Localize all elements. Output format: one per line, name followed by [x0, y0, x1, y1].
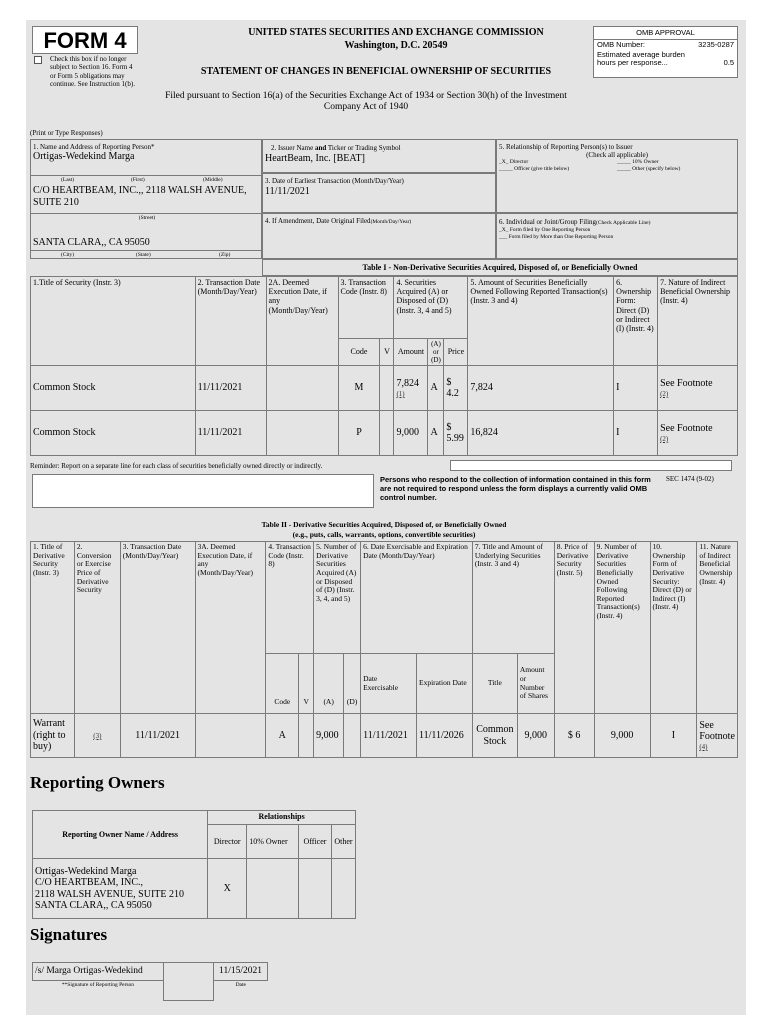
issuer-label-pre: 2. Issuer Name: [271, 144, 315, 152]
t1-r1-price: 5.99: [446, 433, 464, 445]
t1-h-nature: 7. Nature of Indirect Beneficial Ownership (Instr. 4): [658, 277, 738, 366]
signature-date-label: Date: [235, 982, 246, 988]
table2: [30, 541, 738, 758]
t2-r0-form: I: [650, 714, 697, 758]
t1-r0-price-cell: [444, 366, 468, 411]
reporting-person-label-text: 1. Name and Address of Reporting Person: [33, 143, 152, 151]
t2-h-exp-sub: Expiration Date: [416, 654, 472, 714]
amendment-label: [263, 214, 495, 225]
t2-h-amount-sub: Amount or Number of Shares: [517, 654, 554, 714]
check-box-text: Check this box if no longer subject to Section 16. Form 4 or Form 5 obligations may continue. See Instruction 1(b).: [50, 55, 135, 89]
t2-h-code: 4. Transaction Code (Instr. 8): [266, 542, 314, 654]
t1-r0-nature: See Footnote: [660, 378, 713, 390]
ro-h-name: Reporting Owner Name / Address: [33, 811, 208, 859]
t1-r0-amount-footnote[interactable]: (1): [396, 389, 405, 398]
issuer-label: [263, 140, 495, 152]
reporting-person-name: Ortigas-Wedekind Marga: [33, 151, 135, 163]
t2-h-title-sub: Title: [472, 654, 517, 714]
t1-h-owned: 5. Amount of Securities Beneficially Owned Following Reported Transaction(s) (Instr. 3 and 4): [468, 277, 614, 366]
t1-r0-v: [380, 366, 394, 411]
t1-h-date: 2. Transaction Date (Month/Day/Year): [195, 277, 266, 366]
t2-r0-deemed: [195, 714, 266, 758]
t2-r0-nature-footnote[interactable]: (4): [699, 742, 708, 751]
hours-label: hours per response...: [597, 58, 668, 68]
ro-h-relationships: Relationships: [208, 811, 356, 825]
t2-h-a-sub: (A): [314, 654, 344, 714]
relationship-box: [496, 139, 738, 213]
statement-title: STATEMENT OF CHANGES IN BENEFICIAL OWNERSHIP OF SECURITIES: [200, 66, 552, 77]
t2-r0-expiration: 11/11/2026: [416, 714, 472, 758]
t2-h-conversion: 2. Conversion or Exercise Price of Derivative Security: [74, 542, 120, 714]
table-row: [31, 411, 738, 456]
t1-h-aord-sub: (A) or (D): [428, 339, 444, 366]
reminder-text: Reminder: Report on a separate line for each class of securities beneficially owned directly or indirectly.: [30, 462, 323, 470]
t1-h-deemed: 2A. Deemed Execution Date, if any (Month/Day/Year): [266, 277, 338, 366]
t1-r0-price: 4.2: [446, 388, 459, 400]
t1-r0-price-sym: $: [446, 376, 452, 388]
t2-r0-code: A: [266, 714, 299, 758]
t2-r0-d: [344, 714, 361, 758]
filed-pursuant: Filed pursuant to Section 16(a) of the Securities Exchange Act of 1934 or Section 30(h) of the Investment Company Act of 1940: [165, 91, 567, 112]
persons-text: Persons who respond to the collection of information contained in this form are not required to respond unless the form displays a currently valid OMB control number.: [380, 475, 651, 502]
t1-r1-title: Common Stock: [31, 411, 196, 456]
omb-number-label: OMB Number:: [597, 40, 645, 49]
signature-value: /s/ Marga Ortigas-Wedekind: [33, 963, 164, 981]
ro-owner-line-3: 2118 WALSH AVENUE, SUITE 210: [35, 888, 184, 900]
t1-r0-date: 11/11/2021: [195, 366, 266, 411]
ro-h-ten-pct: 10% Owner: [247, 825, 299, 859]
amendment-label-small: (Month/Day/Year): [370, 219, 412, 225]
reminder-right-box: [450, 460, 732, 471]
zip-label: (Zip): [219, 252, 231, 258]
middle-label: (Middle): [203, 177, 223, 183]
reporting-person-city: SANTA CLARA,, CA 95050: [33, 237, 150, 248]
t2-h-underlying: 7. Title and Amount of Underlying Securities (Instr. 3 and 4): [472, 542, 554, 654]
signature-date: 11/15/2021: [214, 963, 268, 981]
relationship-ten-pct: _____ 10% Owner: [617, 159, 659, 166]
t1-r0-nature-cell: [658, 366, 738, 411]
table-row: [31, 714, 738, 758]
t2-r0-owned: 9,000: [594, 714, 650, 758]
t2-h-v-sub: V: [299, 654, 314, 714]
t2-r0-v: [299, 714, 314, 758]
t1-h-amount-sub: Amount: [394, 339, 428, 366]
t2-h-number: 5. Number of Derivative Securities Acquired (A) or Disposed of (D) (Instr. 3, 4, and 5): [314, 542, 361, 654]
t2-h-date-ex-sub: Date Exercisable: [361, 654, 417, 714]
t2-r0-conversion-footnote[interactable]: (3): [93, 731, 102, 740]
city-label: (City): [61, 252, 75, 258]
signature-label-cell: [33, 981, 164, 1001]
issuer-label-post: Ticker or Trading Symbol: [326, 144, 401, 152]
table1-title: Table I - Non-Derivative Securities Acquired, Disposed of, or Beneficially Owned: [262, 259, 738, 276]
earliest-transaction-date: 11/11/2021: [265, 186, 310, 198]
ro-owner-line-1: Ortigas-Wedekind Marga: [35, 865, 137, 877]
t1-r1-v: [380, 411, 394, 456]
t2-h-code-sub: Code: [266, 654, 299, 714]
t1-r1-nature: See Footnote: [660, 423, 713, 435]
t1-r1-amount-cell: [394, 411, 428, 456]
filing-one-person: _X_ Form filed by One Reporting Person: [499, 227, 591, 234]
table1: [30, 276, 738, 456]
relationship-check-all: (Check all applicable): [586, 151, 648, 160]
name-parts-labels: [31, 175, 263, 183]
t2-r0-nature-cell: [697, 714, 738, 758]
reporting-owners-heading: Reporting Owners: [30, 773, 165, 792]
t2-r0-under-amount: 9,000: [517, 714, 554, 758]
issuer-box: [262, 139, 496, 173]
t1-h-code: 3. Transaction Code (Instr. 8): [338, 277, 394, 339]
t1-r1-form: I: [614, 411, 658, 456]
no-longer-subject-checkbox[interactable]: [34, 56, 42, 64]
t1-r1-nature-cell: [658, 411, 738, 456]
street-label: (Street): [31, 213, 263, 221]
earliest-transaction-box: [262, 173, 496, 213]
t1-r1-price-sym: $: [446, 421, 452, 433]
ro-owner-line-4: SANTA CLARA,, CA 95050: [35, 900, 152, 911]
reminder-left-box: [32, 474, 374, 508]
t1-h-code-sub: Code: [338, 339, 380, 366]
t2-r0-under-title: Common Stock: [472, 714, 517, 758]
t2-h-price: 8. Price of Derivative Security (Instr. 5): [554, 542, 594, 714]
ro-owner-line-2: C/O HEARTBEAM, INC.,: [35, 877, 144, 888]
filing-more-person: ___ Form filed by More than One Reporting Person: [499, 233, 614, 240]
t1-r1-deemed: [266, 411, 338, 456]
table2-header-row: [31, 542, 738, 654]
relationship-label: 5. Relationship of Reporting Person(s) to Issuer: [499, 143, 633, 151]
table2-subtitle: (e.g., puts, calls, warrants, options, convertible securities): [292, 530, 476, 539]
relationship-options: [497, 159, 737, 177]
city-labels: [31, 250, 263, 260]
state-label: (State): [136, 252, 151, 258]
t2-r0-conversion-cell: [74, 714, 120, 758]
t1-h-form: 6. Ownership Form: Direct (D) or Indirect (I) (Instr. 4): [614, 277, 658, 366]
t1-r1-aord: A: [428, 411, 444, 456]
table1-header-row: [31, 277, 738, 339]
t2-h-date: 3. Transaction Date (Month/Day/Year): [120, 542, 195, 714]
sec-form-number: SEC 1474 (9-02): [666, 475, 714, 483]
ro-h-officer: Officer: [299, 825, 332, 859]
amendment-box: [262, 213, 496, 259]
t2-h-deemed: 3A. Deemed Execution Date, if any (Month/Day/Year): [195, 542, 266, 714]
signature-label: Signature of Reporting Person: [67, 982, 135, 988]
t1-r0-nature-footnote[interactable]: (2): [660, 389, 669, 398]
t1-r0-amount: 7,824: [396, 378, 419, 390]
agency-location: Washington, D.C. 20549: [344, 40, 448, 51]
signature-label-row: [33, 981, 268, 1001]
agency-name: UNITED STATES SECURITIES AND EXCHANGE COMMISSION: [248, 27, 544, 38]
t2-r0-date: 11/11/2021: [120, 714, 195, 758]
table-row: [33, 859, 356, 919]
t2-h-nature: 11. Nature of Indirect Beneficial Ownership (Instr. 4): [697, 542, 738, 714]
t2-r0-price: $ 6: [554, 714, 594, 758]
t1-h-title: 1.Title of Security (Instr. 3): [31, 277, 196, 366]
issuer-value: HeartBeam, Inc. [BEAT]: [265, 153, 365, 165]
filing-label: [497, 214, 737, 226]
relationship-officer: _____ Officer (give title below): [499, 166, 570, 173]
t2-h-owned: 9. Number of Derivative Securities Beneficially Owned Following Reported Transaction(s) (Instr. 4): [594, 542, 650, 714]
ro-officer-mark: [299, 859, 332, 919]
last-label: (Last): [61, 177, 75, 183]
t2-r0-a: 9,000: [314, 714, 344, 758]
relationship-director: _X_ Director: [499, 159, 529, 166]
omb-number: 3235-0287: [698, 40, 734, 49]
t1-h-acquired: 4. Securities Acquired (A) or Disposed of (D) (Instr. 3, 4 and 5): [394, 277, 468, 339]
t1-r1-owned: 16,824: [468, 411, 614, 456]
table-row: [31, 366, 738, 411]
signature-row: [33, 963, 268, 981]
ro-ten-pct-mark: [247, 859, 299, 919]
t2-h-title: 1. Title of Derivative Security (Instr. 3): [31, 542, 75, 714]
ro-director-mark: X: [208, 859, 247, 919]
print-type: (Print or Type Responses): [30, 129, 103, 137]
form-title: FORM 4: [43, 28, 127, 53]
omb-title: OMB APPROVAL: [594, 27, 737, 40]
hours-value: 0.5: [723, 58, 734, 68]
omb-approval-box: [593, 26, 738, 78]
hours-row: [594, 59, 737, 68]
reporting-person-street: C/O HEARTBEAM, INC.,, 2118 WALSH AVENUE, SUITE 210: [33, 185, 247, 208]
form-page: [26, 20, 746, 1015]
t2-h-d-sub: (D): [344, 654, 361, 714]
relationship-other: _____ Other (specify below): [617, 166, 681, 173]
t2-r0-nature: See Footnote: [699, 719, 735, 743]
t2-r0-title: Warrant (right to buy): [31, 714, 75, 758]
burden-label: Estimated average burden: [597, 49, 685, 59]
t1-r0-title: Common Stock: [31, 366, 196, 411]
form-title-box: [32, 26, 138, 54]
t2-h-exercisable: 6. Date Exercisable and Expiration Date (Month/Day/Year): [361, 542, 473, 654]
earliest-transaction-label: 3. Date of Earliest Transaction (Month/Day/Year): [265, 177, 404, 185]
signatures-table: [32, 962, 268, 1001]
t1-r1-date: 11/11/2021: [195, 411, 266, 456]
signature-label-mark: **: [61, 982, 68, 988]
ro-h-director: Director: [208, 825, 247, 859]
filing-label-small: (Check Applicable Line): [596, 220, 651, 226]
t1-r0-owned: 7,824: [468, 366, 614, 411]
reporting-owners-header-row: [33, 811, 356, 825]
t2-h-form: 10. Ownership Form of Derivative Security: Direct (D) or Indirect (I) (Instr. 4): [650, 542, 697, 714]
ro-other-mark: [331, 859, 355, 919]
filing-label-text: 6. Individual or Joint/Group Filing: [499, 218, 597, 226]
reporting-person-label: [31, 140, 261, 151]
t1-r0-amount-cell: [394, 366, 428, 411]
issuer-label-and: and: [314, 144, 327, 152]
t1-h-price-sub: Price: [444, 339, 468, 366]
table2-title: Table II - Derivative Securities Acquired, Disposed of, or Beneficially Owned: [261, 520, 507, 529]
reporting-owners-table: [32, 810, 356, 919]
t1-r1-nature-footnote[interactable]: (2): [660, 434, 669, 443]
signature-spacer: [164, 963, 214, 1001]
t1-r0-code: M: [338, 366, 380, 411]
reporting-person-label-mark: *: [151, 143, 155, 151]
first-label: (First): [131, 177, 145, 183]
ro-h-other: Other: [331, 825, 355, 859]
amendment-label-text: 4. If Amendment, Date Original Filed: [265, 217, 371, 225]
ro-owner-cell: [33, 859, 208, 919]
t1-r1-amount: 9,000: [396, 427, 419, 439]
t1-r0-deemed: [266, 366, 338, 411]
t1-r1-price-cell: [444, 411, 468, 456]
signatures-heading: Signatures: [30, 925, 108, 944]
filing-box: [496, 213, 738, 259]
t1-h-v-sub: V: [380, 339, 394, 366]
t2-r0-exercisable: 11/11/2021: [361, 714, 417, 758]
t1-r0-form: I: [614, 366, 658, 411]
reporting-person-box: [30, 139, 262, 259]
t1-r1-code: P: [338, 411, 380, 456]
t1-r0-aord: A: [428, 366, 444, 411]
